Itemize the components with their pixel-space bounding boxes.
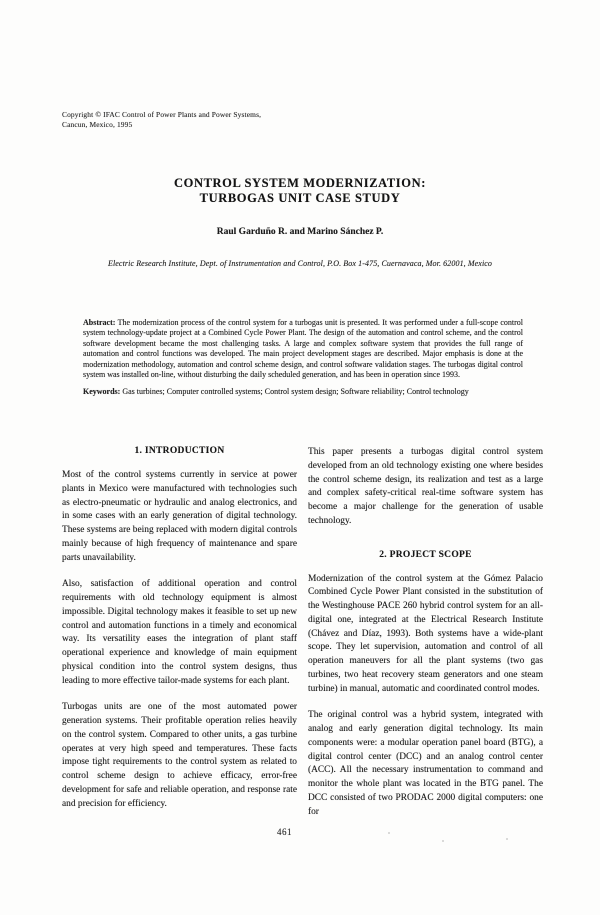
authors-line: Raul Garduño R. and Marino Sánchez P. [216,227,384,237]
keywords-text: Gas turbines; Computer controlled systems; Control system design; Software reliability; Control technology [122,387,469,396]
abstract-label: Abstract: [83,318,116,327]
section-heading-project-scope: 2. PROJECT SCOPE [379,549,472,560]
project-scope-paragraph-2: The original control was a hybrid system, integrated with analog and early generation digital technology. Its main components were: a modular operation panel board (BTG), a digital control center (DCC) and an analog control center (ACC). All the necessary instrumentation to command and monitor the whole plant was located in the BTG panel. The DCC consisted of two PRODAC 2000 digital computers: one for [308,710,543,817]
paper-title [0,176,600,206]
paper-title-line-1: CONTROL SYSTEM MODERNIZATION: [174,176,426,190]
column-left [62,446,297,832]
copyright-notice [62,110,382,130]
two-column-body [62,446,543,832]
intro-paragraph-1: Most of the control systems currently in service at power plants in Mexico were manufactured with technologies such as electro-pneumatic or hydraulic and analog electronics, and in some cases with an early generation of digital technology. These systems are being replaced with modern digital controls mainly because of high frequency of maintenance and spare parts unavailability. [62,470,297,563]
page-number: 461 [277,827,292,837]
scan-speck [442,840,444,842]
keywords-line [83,387,523,397]
scan-speck [506,838,508,840]
intro-paragraph-3: Turbogas units are one of the most automated power generation systems. Their profitable operation relies heavily on the control system. Compared to other units, a gas turbine operates at very high speed and temperatures. These facts impose tight requirements to the control system as related to control scheme design to achieve efficacy, error-free development for safe and reliable operation, and response rate and precision for efficiency. [62,702,297,809]
column-right [308,446,543,832]
keywords-label: Keywords: [83,387,121,396]
paper-title-line-2: TURBOGAS UNIT CASE STUDY [199,191,401,205]
scan-speck [388,832,390,834]
copyright-line-1: Copyright © IFAC Control of Power Plants and Power Systems, [62,110,262,119]
copyright-line-2: Cancun, Mexico, 1995 [62,120,133,129]
section-heading-introduction: 1. INTRODUCTION [134,446,225,456]
affiliation-line: Electric Research Institute, Dept. of Instrumentation and Control, P.O. Box 1-475, Cuernavaca, Mor. 62001, Mexico [107,259,493,268]
paper-summary-paragraph: This paper presents a turbogas digital control system developed from an old technology existing one where besides the control scheme design, its realization and test as a large and complex safety-critical real-time software system has become a major challenge for the generation of usable technology. [308,447,543,526]
intro-paragraph-2: Also, satisfaction of additional operation and control requirements with old technology equipment is almost impossible. Digital technology makes it feasible to set up new control and automation functions in a timely and economical way. Its versatility eases the integration of plant staff operational experience and knowledge of main equipment physical condition into the control system designs, thus leading to more effective tailor-made systems for each plant. [62,579,297,686]
project-scope-paragraph-1: Modernization of the control system at the Gómez Palacio Combined Cycle Power Plant consisted in the substitution of the Westinghouse PACE 260 hybrid control system for an all-digital one, integrated at the Electrical Research Institute (Chávez and Díaz, 1993). Both systems have a wide-plant scope. They let supervision, automation and control of all operation maneuvers for all the plant systems (two gas turbines, two heat recovery steam generators and one steam turbine) in manual, automatic and coordinated control modes. [308,573,543,694]
abstract-paragraph [83,318,523,380]
abstract-text: The modernization process of the control system for a turbogas unit is presented. It was performed under a full-scope control system technology-update project at a Combined Cycle Power Plant. The design of the automation and control scheme, and the control software development became the most challenging tasks. A large and complex software system that provides the full range of automation and control functions was developed. The main project development stages are described. Major emphasis is done at the modernization methodology, automation and control scheme design, and control software validation stages. The turbogas digital control system was installed on-line, without disturbing the daily scheduled generation, and has been in operation since 1993. [83,318,523,380]
